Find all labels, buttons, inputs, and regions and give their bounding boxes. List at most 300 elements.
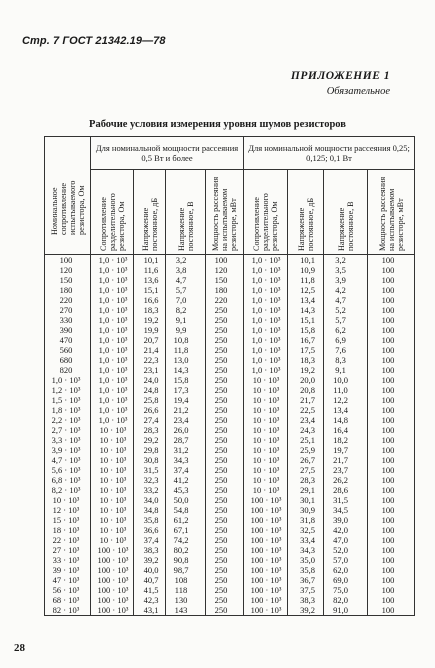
table-cell: 10,9 xyxy=(300,265,315,275)
table-cell: 250 xyxy=(214,365,228,375)
table-cell: 4,7 · 10³ xyxy=(51,455,81,465)
table-cell: 30,1 xyxy=(300,495,315,505)
table-cell: 41,5 xyxy=(143,585,159,595)
table-cell: 1,0 · 10³ xyxy=(98,365,128,375)
table-cell: 100 xyxy=(381,485,395,495)
table-cell: 10 · 10³ xyxy=(252,465,280,475)
table-cell: 47 · 10³ xyxy=(52,575,80,585)
column-g2-voltage xyxy=(324,255,368,616)
table-cell: 45,3 xyxy=(173,485,189,495)
header-g1-voltage: Напряжение постоянное, В xyxy=(166,170,206,255)
table-cell: 1,0 · 10³ xyxy=(251,355,281,365)
table-cell: 29,1 xyxy=(300,485,315,495)
table-cell: 100 · 10³ xyxy=(250,555,282,565)
table-cell: 68 · 10³ xyxy=(52,595,80,605)
table-cell: 18 · 10³ xyxy=(52,525,80,535)
table-cell: 10 · 10³ xyxy=(99,495,127,505)
table-cell: 5,6 · 10³ xyxy=(51,465,81,475)
table-cell: 10 · 10³ xyxy=(252,405,280,415)
table-cell: 130 xyxy=(174,595,188,605)
table-cell: 10,8 xyxy=(173,335,189,345)
table-cell: 18,2 xyxy=(333,435,348,445)
table-cell: 18,3 xyxy=(143,305,159,315)
table-cell: 36,7 xyxy=(300,575,315,585)
table-cell: 10 · 10³ xyxy=(99,525,127,535)
table-cell: 250 xyxy=(214,325,228,335)
table-cell: 100 · 10³ xyxy=(97,545,129,555)
table-cell: 4,2 xyxy=(335,285,346,295)
table-cell: 100 xyxy=(381,345,395,355)
table-cell: 3,3 · 10³ xyxy=(51,435,81,445)
table-cell: 22 · 10³ xyxy=(52,535,80,545)
table-cell: 108 xyxy=(174,575,188,585)
table-cell: 25,8 xyxy=(143,395,159,405)
table-cell: 32,5 xyxy=(300,525,315,535)
table-cell: 34,0 xyxy=(143,495,159,505)
table-cell: 250 xyxy=(214,505,228,515)
table-cell: 19,4 xyxy=(173,395,189,405)
table-cell: 250 xyxy=(214,305,228,315)
table-cell: 21,7 xyxy=(300,395,315,405)
table-cell: 250 xyxy=(214,465,228,475)
table-cell: 1,0 · 10³ xyxy=(98,395,128,405)
table-cell: 250 xyxy=(214,415,228,425)
table-cell: 100 · 10³ xyxy=(250,515,282,525)
table-cell: 100 xyxy=(381,455,395,465)
table-cell: 100 xyxy=(381,555,395,565)
table-cell: 33,2 xyxy=(143,485,159,495)
table-cell: 1,0 · 10³ xyxy=(251,365,281,375)
table-cell: 1,0 · 10³ xyxy=(98,265,128,275)
table-cell: 42,0 xyxy=(333,525,348,535)
table-cell: 1,0 · 10³ xyxy=(98,355,128,365)
table-cell: 17,5 xyxy=(300,345,315,355)
table-cell: 22,5 xyxy=(300,405,315,415)
column-g2-noise xyxy=(288,255,324,616)
table-cell: 100 · 10³ xyxy=(97,565,129,575)
table-cell: 10,0 xyxy=(333,375,348,385)
table-cell: 6,8 · 10³ xyxy=(51,475,81,485)
table-cell: 1,0 · 10³ xyxy=(98,315,128,325)
table-cell: 100 xyxy=(381,465,395,475)
table-cell: 5,7 xyxy=(335,315,346,325)
table-cell: 10 · 10³ xyxy=(99,425,127,435)
table-cell: 28,7 xyxy=(173,435,189,445)
table-cell: 1,0 · 10³ xyxy=(98,405,128,415)
table-cell: 7,0 xyxy=(175,295,187,305)
table-cell: 1,0 · 10³ xyxy=(251,325,281,335)
table-cell: 35,8 xyxy=(143,515,159,525)
table-cell: 31,8 xyxy=(300,515,315,525)
table-cell: 10,1 xyxy=(300,255,315,265)
table-cell: 680 xyxy=(59,355,73,365)
table-cell: 820 xyxy=(59,365,73,375)
table-cell: 69,0 xyxy=(333,575,348,585)
table-cell: 16,7 xyxy=(300,335,315,345)
table-cell: 3,9 · 10³ xyxy=(51,445,81,455)
table-cell: 1,0 · 10³ xyxy=(98,285,128,295)
table-cell: 15,1 xyxy=(300,315,315,325)
table-cell: 24,3 xyxy=(300,425,315,435)
table-cell: 1,8 · 10³ xyxy=(51,405,81,415)
table-cell: 82 · 10³ xyxy=(52,605,80,615)
table-cell: 100 xyxy=(381,265,395,275)
table-cell: 31,5 xyxy=(143,465,159,475)
table-cell: 250 xyxy=(214,355,228,365)
table-cell: 100 xyxy=(381,495,395,505)
table-cell: 19,2 xyxy=(300,365,315,375)
table-cell: 33 · 10³ xyxy=(52,555,80,565)
table-cell: 36,6 xyxy=(143,525,159,535)
table-cell: 250 xyxy=(214,485,228,495)
table-cell: 39,2 xyxy=(143,555,159,565)
table-cell: 14,3 xyxy=(300,305,315,315)
table-cell: 100 xyxy=(214,255,228,265)
table-cell: 25,1 xyxy=(300,435,315,445)
table-cell: 15 · 10³ xyxy=(52,515,80,525)
table-cell: 10 · 10³ xyxy=(252,445,280,455)
table-cell: 100 xyxy=(59,255,73,265)
table-cell: 20,7 xyxy=(143,335,159,345)
table-cell: 10 · 10³ xyxy=(252,455,280,465)
table-cell: 29,2 xyxy=(143,435,159,445)
table-cell: 100 xyxy=(381,295,395,305)
table-cell: 250 xyxy=(214,335,228,345)
appendix-title: ПРИЛОЖЕНИЕ 1 xyxy=(290,70,390,82)
table-cell: 39,0 xyxy=(333,515,348,525)
table-cell: 118 xyxy=(174,585,188,595)
table-cell: 1,0 · 10³ xyxy=(98,255,128,265)
table-cell: 14,8 xyxy=(333,415,348,425)
table-cell: 24,0 xyxy=(143,375,159,385)
table-cell: 15,8 xyxy=(173,375,189,385)
table-cell: 100 xyxy=(381,515,395,525)
table-cell: 75,0 xyxy=(333,585,348,595)
table-cell: 220 xyxy=(214,295,228,305)
table-cell: 1,2 · 10³ xyxy=(51,385,81,395)
table-cell: 10 · 10³ xyxy=(252,425,280,435)
table-cell: 34,5 xyxy=(333,505,348,515)
table-cell: 67,1 xyxy=(173,525,189,535)
column-g1-noise xyxy=(134,255,166,616)
table-cell: 13,4 xyxy=(333,405,348,415)
table-cell: 560 xyxy=(59,345,73,355)
table-cell: 3,2 xyxy=(335,255,346,265)
table-cell: 250 xyxy=(214,385,228,395)
table-cell: 250 xyxy=(214,405,228,415)
table-cell: 100 · 10³ xyxy=(97,595,129,605)
table-cell: 80,2 xyxy=(173,545,189,555)
table-cell: 61,2 xyxy=(173,515,189,525)
table-cell: 10 · 10³ xyxy=(252,485,280,495)
table-cell: 12,5 xyxy=(300,285,315,295)
header-g2-power: Мощность рассеяния на испытываемом резисторе, мВт xyxy=(368,170,415,255)
table-cell: 250 xyxy=(214,595,228,605)
table-cell: 100 xyxy=(381,545,395,555)
table-cell: 250 xyxy=(214,555,228,565)
table-cell: 10 · 10³ xyxy=(99,435,127,445)
table-cell: 20,8 xyxy=(300,385,315,395)
table-cell: 27,4 xyxy=(143,415,159,425)
table-cell: 30,8 xyxy=(143,455,159,465)
table-cell: 100 · 10³ xyxy=(250,605,282,615)
table-cell: 3,5 xyxy=(335,265,346,275)
table-cell: 2,2 · 10³ xyxy=(51,415,81,425)
table-cell: 98,7 xyxy=(173,565,189,575)
table-cell: 1,0 · 10³ xyxy=(98,305,128,315)
table-cell: 100 xyxy=(381,285,395,295)
table-cell: 21,2 xyxy=(173,405,189,415)
table-cell: 1,0 · 10³ xyxy=(98,385,128,395)
table-cell: 3,9 xyxy=(335,275,346,285)
header-g1-divider: Сопротивление разделительного резистора, Ом xyxy=(91,170,134,255)
column-g1-divider xyxy=(91,255,134,616)
table-cell: 23,4 xyxy=(300,415,315,425)
table-cell: 39 · 10³ xyxy=(52,565,80,575)
table-cell: 1,0 · 10³ xyxy=(98,335,128,345)
table-cell: 50,0 xyxy=(173,495,189,505)
table-cell: 54,8 xyxy=(173,505,189,515)
table-cell: 40,0 xyxy=(143,565,159,575)
table-cell: 100 xyxy=(381,355,395,365)
table-cell: 31,5 xyxy=(333,495,348,505)
table-cell: 250 xyxy=(214,515,228,525)
table-cell: 100 xyxy=(381,445,395,455)
table-cell: 250 xyxy=(214,445,228,455)
table-cell: 2,7 · 10³ xyxy=(51,425,81,435)
table-cell: 35,8 xyxy=(300,565,315,575)
table-cell: 10 · 10³ xyxy=(99,535,127,545)
table-cell: 16,4 xyxy=(333,425,348,435)
table-cell: 250 xyxy=(214,535,228,545)
table-cell: 47,0 xyxy=(333,535,348,545)
table-cell: 250 xyxy=(214,545,228,555)
table-title: Рабочие условия измерения уровня шумов резисторов xyxy=(89,119,346,130)
table-cell: 250 xyxy=(214,315,228,325)
table-cell: 13,0 xyxy=(173,355,189,365)
table-cell: 37,5 xyxy=(300,585,315,595)
table-cell: 100 · 10³ xyxy=(250,545,282,555)
table-cell: 10 · 10³ xyxy=(99,485,127,495)
table-cell: 180 xyxy=(214,285,228,295)
table-cell: 1,0 · 10³ xyxy=(251,335,281,345)
table-cell: 39,2 xyxy=(300,605,315,615)
table-cell: 100 · 10³ xyxy=(250,505,282,515)
table-cell: 1,0 · 10³ xyxy=(251,275,281,285)
column-g1-power xyxy=(206,255,244,616)
table-cell: 34,8 xyxy=(143,505,159,515)
column-g2-divider xyxy=(244,255,288,616)
running-header: Стр. 7 ГОСТ 21342.19—78 xyxy=(22,35,166,47)
table-cell: 250 xyxy=(214,475,228,485)
table-cell: 23,4 xyxy=(173,415,189,425)
table-cell: 1,0 · 10³ xyxy=(251,265,281,275)
table-cell: 390 xyxy=(59,325,73,335)
table-cell: 57,0 xyxy=(333,555,348,565)
table-cell: 1,0 · 10³ xyxy=(251,255,281,265)
table-cell: 250 xyxy=(214,495,228,505)
table-cell: 100 xyxy=(381,275,395,285)
table-cell: 12 · 10³ xyxy=(52,505,80,515)
table-cell: 250 xyxy=(214,455,228,465)
table-cell: 150 xyxy=(59,275,73,285)
table-cell: 34,3 xyxy=(173,455,189,465)
table-cell: 38,3 xyxy=(143,545,159,555)
table-cell: 8,3 xyxy=(335,355,346,365)
column-g1-voltage xyxy=(166,255,206,616)
table-cell: 220 xyxy=(59,295,73,305)
table-cell: 5,7 xyxy=(175,285,187,295)
table-cell: 42,3 xyxy=(143,595,159,605)
table-cell: 52,0 xyxy=(333,545,348,555)
column-g2-power xyxy=(368,255,415,616)
table-cell: 250 xyxy=(214,605,228,615)
measurement-table xyxy=(44,136,415,616)
table-cell: 10 · 10³ xyxy=(252,395,280,405)
table-cell: 22,3 xyxy=(143,355,159,365)
table-cell: 6,9 xyxy=(335,335,346,345)
table-cell: 10 · 10³ xyxy=(99,475,127,485)
table-cell: 100 xyxy=(381,415,395,425)
table-cell: 37,4 xyxy=(143,535,159,545)
table-cell: 100 xyxy=(381,325,395,335)
table-cell: 1,0 · 10³ xyxy=(251,285,281,295)
table-cell: 100 · 10³ xyxy=(97,555,129,565)
table-cell: 330 xyxy=(59,315,73,325)
group-header-second: Для номинальной мощности рассеяния 0,25; 0,125; 0,1 Вт xyxy=(244,137,415,170)
table-cell: 56 · 10³ xyxy=(52,585,80,595)
table-cell: 32,3 xyxy=(143,475,159,485)
table-cell: 34,3 xyxy=(300,545,315,555)
header-g1-power: Мощность рассеяния на испытываемом резисторе, мВт xyxy=(206,170,244,255)
table-cell: 250 xyxy=(214,425,228,435)
page-number: 28 xyxy=(14,642,25,654)
table-cell: 100 · 10³ xyxy=(250,535,282,545)
table-cell: 9,1 xyxy=(335,365,346,375)
table-cell: 1,0 · 10³ xyxy=(98,295,128,305)
table-cell: 10 · 10³ xyxy=(99,515,127,525)
table-cell: 10 · 10³ xyxy=(99,455,127,465)
table-cell: 5,2 xyxy=(335,305,346,315)
table-cell: 15,1 xyxy=(143,285,159,295)
table-cell: 1,0 · 10³ xyxy=(98,345,128,355)
table-cell: 14,3 xyxy=(173,365,189,375)
table-cell: 28,3 xyxy=(143,425,159,435)
table-cell: 250 xyxy=(214,525,228,535)
table-cell: 24,8 xyxy=(143,385,159,395)
table-cell: 4,7 xyxy=(175,275,187,285)
table-cell: 100 · 10³ xyxy=(250,595,282,605)
table-cell: 100 xyxy=(381,395,395,405)
table-cell: 100 xyxy=(381,535,395,545)
table-cell: 100 xyxy=(381,405,395,415)
table-cell: 18,3 xyxy=(300,355,315,365)
table-cell: 27 · 10³ xyxy=(52,545,80,555)
table-cell: 11,8 xyxy=(173,345,189,355)
table-cell: 12,2 xyxy=(333,395,348,405)
group-header-first: Для номинальной мощности рассеяния 0,5 Вт и более xyxy=(91,137,244,170)
table-cell: 10 · 10³ xyxy=(252,375,280,385)
table-cell: 31,2 xyxy=(173,445,189,455)
table-cell: 21,7 xyxy=(333,455,348,465)
table-cell: 100 xyxy=(381,605,395,615)
table-cell: 11,6 xyxy=(143,265,159,275)
table-cell: 100 xyxy=(381,575,395,585)
table-cell: 15,8 xyxy=(300,325,315,335)
table-cell: 10 · 10³ xyxy=(99,465,127,475)
table-cell: 100 xyxy=(381,315,395,325)
table-cell: 13,4 xyxy=(300,295,315,305)
table-cell: 100 xyxy=(381,565,395,575)
table-cell: 120 xyxy=(59,265,73,275)
table-cell: 100 · 10³ xyxy=(250,565,282,575)
table-cell: 28,6 xyxy=(333,485,348,495)
table-cell: 100 · 10³ xyxy=(97,575,129,585)
table-cell: 10 · 10³ xyxy=(99,445,127,455)
table-cell: 180 xyxy=(59,285,73,295)
header-g2-noise: Напряжение постоянное, дБ xyxy=(288,170,324,255)
table-cell: 19,9 xyxy=(143,325,159,335)
table-cell: 33,4 xyxy=(300,535,315,545)
appendix-subtitle: Обязательное xyxy=(326,86,390,97)
table-cell: 100 xyxy=(381,305,395,315)
table-cell: 250 xyxy=(214,575,228,585)
table-cell: 1,0 · 10³ xyxy=(251,295,281,305)
table-cell: 29,8 xyxy=(143,445,159,455)
table-cell: 25,9 xyxy=(300,445,315,455)
table-cell: 91,0 xyxy=(333,605,348,615)
table-cell: 10 · 10³ xyxy=(252,475,280,485)
table-cell: 26,6 xyxy=(143,405,159,415)
table-cell: 250 xyxy=(214,345,228,355)
table-cell: 7,6 xyxy=(335,345,346,355)
table-cell: 100 xyxy=(381,525,395,535)
table-cell: 100 xyxy=(381,375,395,385)
table-cell: 35,0 xyxy=(300,555,315,565)
table-cell: 23,7 xyxy=(333,465,348,475)
table-cell: 100 xyxy=(381,385,395,395)
table-cell: 100 xyxy=(381,435,395,445)
table-cell: 250 xyxy=(214,585,228,595)
header-g2-voltage: Напряжение постоянное, В xyxy=(324,170,368,255)
table-cell: 10,1 xyxy=(143,255,159,265)
table-cell: 19,2 xyxy=(143,315,159,325)
table-cell: 26,0 xyxy=(173,425,189,435)
table-cell: 10 · 10³ xyxy=(252,435,280,445)
table-cell: 100 xyxy=(381,335,395,345)
table-cell: 6,2 xyxy=(335,325,346,335)
table-cell: 27,5 xyxy=(300,465,315,475)
table-cell: 23,1 xyxy=(143,365,159,375)
table-cell: 10 · 10³ xyxy=(52,495,80,505)
table-cell: 11,8 xyxy=(300,275,315,285)
table-cell: 26,2 xyxy=(333,475,348,485)
table-cell: 100 xyxy=(381,365,395,375)
table-cell: 1,0 · 10³ xyxy=(251,345,281,355)
table-cell: 1,0 · 10³ xyxy=(98,415,128,425)
table-cell: 1,0 · 10³ xyxy=(251,315,281,325)
table-cell: 3,8 xyxy=(175,265,187,275)
table-cell: 100 · 10³ xyxy=(250,525,282,535)
table-cell: 9,1 xyxy=(175,315,187,325)
table-cell: 100 xyxy=(381,505,395,515)
table-cell: 8,2 xyxy=(175,305,187,315)
table-cell: 90,8 xyxy=(173,555,189,565)
table-cell: 1,5 · 10³ xyxy=(51,395,81,405)
table-cell: 26,7 xyxy=(300,455,315,465)
header-g1-noise: Напряжение постоянное, дБ xyxy=(134,170,166,255)
table-cell: 13,6 xyxy=(143,275,159,285)
